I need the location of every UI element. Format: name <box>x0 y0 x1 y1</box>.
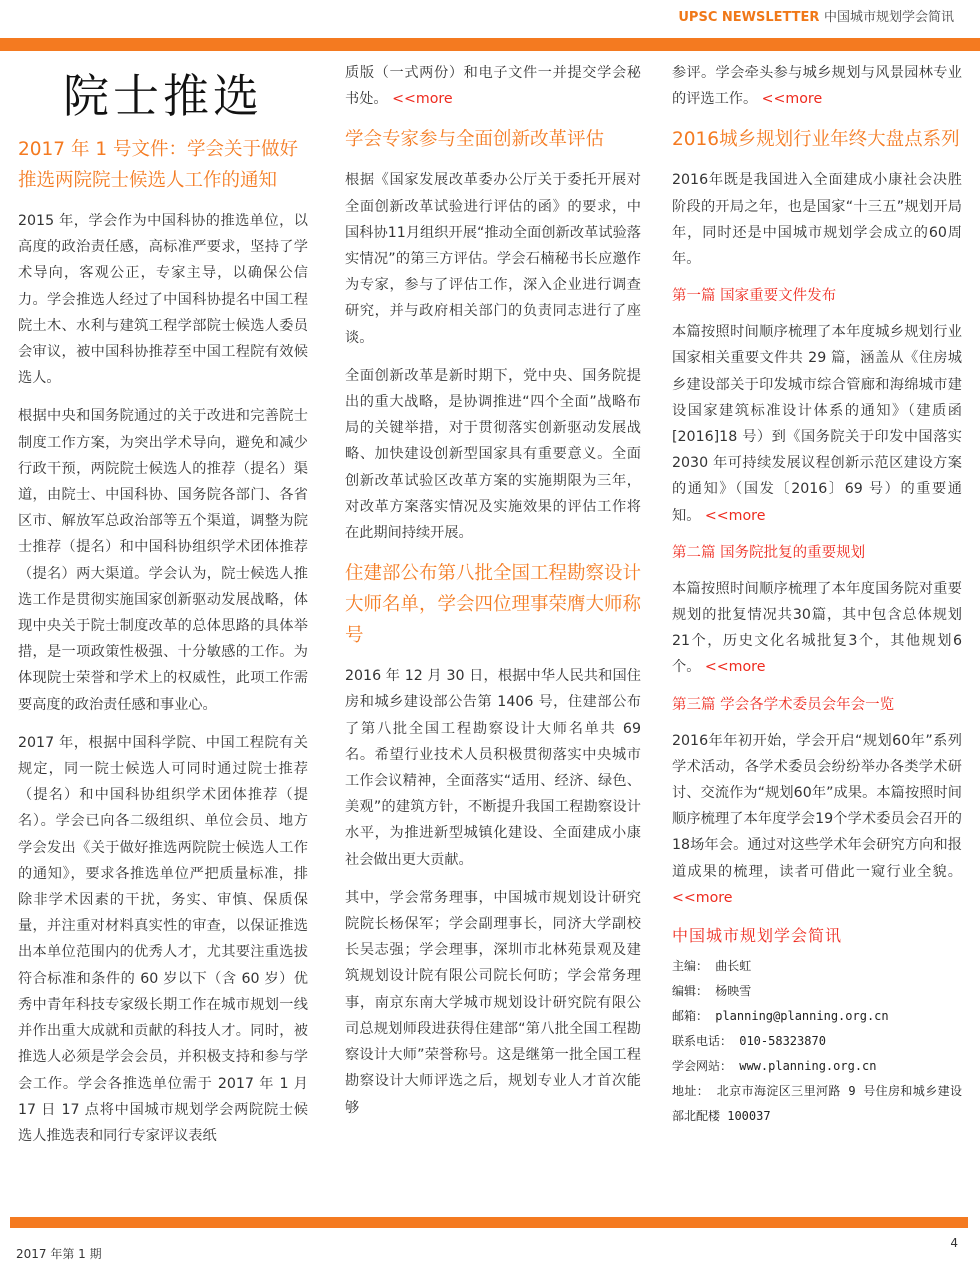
masthead-website[interactable]: 学会网站： www.planning.org.cn <box>672 1059 877 1074</box>
newsletter-name: 中国城市规划学会简讯 <box>823 10 954 25</box>
paragraph: 2015 年，学会作为中国科协的推选单位，以高度的政治责任感，高标准严要求，坚持了学术导向，客观公正，专家主导，以确保公信力。学会推选人经过了中国科协提名中国工程院土木、水利与建筑工程学部院士候选人委员会审议，被中国科协推荐至中国工程院有效候选人。 <box>18 213 308 387</box>
more-link[interactable]: <<more <box>704 659 766 676</box>
masthead-title: 中国城市规划学会简讯 <box>672 926 843 946</box>
masthead-address: 地址： 北京市海淀区三里河路 9 号住房和城乡建设部北配楼 100037 <box>672 1084 962 1124</box>
article-title: 学会专家参与全面创新改革评估 <box>345 129 605 151</box>
masthead-phone: 联系电话： 010-58323870 <box>672 1034 826 1049</box>
header <box>678 6 954 25</box>
part-heading: 第一篇 国家重要文件发布 <box>672 288 837 305</box>
part-paragraph <box>672 576 962 681</box>
section-title: 院士推选 <box>63 69 263 123</box>
paragraph: 2017 年，根据中国科学院、中国工程院有关规定，同一院士候选人可同时通过院士推荐（提名）和中国科协组织学术团体推荐（提名）。学会已向各二级组织、单位会员、地方学会发出《关于做好推选两院院士候选人工作的通知》，要求各推选单位严把质量标准，排除非学术因素的干扰，务实、审慎、保质保量，并注重对材料真实性的审查，以保证推选出本单位范围内的优秀人才，尤其要注重选拔符合标准和条件的 60 岁以下（含 60 岁）优秀中青年科技专家级长期工作在城市规划一线并作出重大成就和贡献的科技人才。同时，被推选人必须是学会会员，并积极支持和参与学会工作。学会各推选单位需于 2017 年 1 月 17 日 17 点将中国城市规划学会两院院士候选人推选表和同行专家评议表纸 <box>18 734 308 1144</box>
masthead-editor-in-chief: 主编： 曲长虹 <box>672 959 752 974</box>
page-number: 4 <box>950 1236 958 1250</box>
continued-paragraph <box>345 60 641 112</box>
masthead-editor: 编辑： 杨映雪 <box>672 984 752 999</box>
part-paragraph <box>672 319 962 529</box>
column-3 <box>672 60 962 1129</box>
top-orange-bar <box>0 38 980 51</box>
bottom-orange-bar <box>10 1217 968 1228</box>
paragraph-text: 参评。学会牵头参与城乡规划与风景园林专业的评选工作。 <box>672 65 962 108</box>
part-heading: 第三篇 学会各学术委员会年会一览 <box>672 696 895 713</box>
more-link[interactable]: <<more <box>704 507 766 524</box>
article-title: 2016城乡规划行业年终大盘点系列 <box>672 129 960 151</box>
column-2 <box>345 60 641 1133</box>
continued-paragraph <box>672 60 962 112</box>
masthead-email[interactable]: 邮箱： planning@planning.org.cn <box>672 1009 889 1024</box>
paragraph: 其中，学会常务理事，中国城市规划设计研究院院长杨保军；学会副理事长，同济大学副校长吴志强；学会理事，深圳市北林苑景观及建筑规划设计院有限公司院长何昉；学会常务理事，南京东南大学城市规划设计研究院有限公司总规划师段进获得住建部“第八批全国工程勘察设计大师”荣誉称号。这是继第一批全国工程勘察设计大师评选之后，规划专业人才首次能够 <box>345 889 641 1116</box>
paragraph: 2016 年 12 月 30 日，根据中华人民共和国住房和城乡建设部公告第 1406 号，住建部公布了第八批全国工程勘察设计大师名单共 69 名。希望行业技术人员积极贯彻落实中央城市工作会议精神，全面落实“适用、经济、绿色、美观”的建筑方针，不断提升我国工程勘察设计水平，为推进新型城镇化建设、全面建成小康社会做出更大贡献。 <box>345 668 641 868</box>
more-link[interactable]: <<more <box>392 91 453 108</box>
paragraph: 根据《国家发展改革委办公厅关于委托开展对全面创新改革试验进行评估的函》的要求，中国科协11月组织开展“推动全面创新改革试验落实情况”的第三方评估。学会石楠秘书长应邀作为专家，参与了评估工作，深入企业进行调查研究，并与政府相关部门的负责同志进行了座谈。 <box>345 172 641 346</box>
more-link[interactable]: <<more <box>672 889 733 906</box>
article-title: 住建部公布第八批全国工程勘察设计大师名单，学会四位理事荣膺大师称号 <box>345 563 642 647</box>
paragraph: 全面创新改革是新时期下，党中央、国务院提出的重大战略，是协调推进“四个全面”战略布局的关键举措，对于贯彻落实创新驱动发展战略、加快建设创新型国家具有重要意义。全面创新改革试验区改革方案的实施期限为三年，对改革方案落实情况及实施效果的评估工作将在此期间持续开展。 <box>345 367 641 542</box>
column-1 <box>18 60 308 1161</box>
paragraph-text: 2016年年初开始，学会开启“规划60年”系列学术活动，各学术委员会纷纷举办各类学术研讨、交流作为“规划60年”成果。本篇按照时间顺序梳理了本年度学会19个学术委员会召开的18场年会。通过对这些学术年会研究方向和报道成果的梳理，读者可借此一窥行业全貌。 <box>672 732 962 880</box>
paragraph-text: 本篇按照时间顺序梳理了本年度国务院对重要规划的批复情况共30篇，其中包含总体规划21个，历史文化名城批复3个，其他规划6个。 <box>672 580 962 676</box>
paragraph: 2016年既是我国进入全面建成小康社会决胜阶段的开局之年，也是国家“十三五”规划开局年，同时还是中国城市规划学会成立的60周年。 <box>672 172 962 268</box>
part-heading: 第二篇 国务院批复的重要规划 <box>672 544 866 561</box>
paragraph: 根据中央和国务院通过的关于改进和完善院士制度工作方案，为突出学术导向，避免和减少行政干预，两院院士候选人的推荐（提名）渠道，由院士、中国科协、国务院各部门、各省区市、解放军总政治部等五个渠道，调整为院士推荐（提名）和中国科协组织学术团体推荐（提名）两大渠道。学会认为，院士候选人推选工作是贯彻实施国家创新驱动发展战略，体现中央关于院士制度改革的总体思路的具体举措，是一项政策性极强、十分敏感的工作。为体现院士荣誉和学术上的权威性，此项工作需要高度的政治责任感和事业心。 <box>18 408 308 713</box>
part-paragraph <box>672 728 962 911</box>
paragraph-text: 本篇按照时间顺序梳理了本年度城乡规划行业国家相关重要文件共 29 篇，涵盖从《住房城乡建设部关于印发城市综合管廊和海绵城市建设国家建筑标准设计体系的通知》（建质函[2016]18 号）到《国务院关于印发中国落实 2030 年可持续发展议程创新示范区建设方案的通知》（国发〔2016〕69 号）的重要通知。 <box>672 324 962 524</box>
paragraph-text: 质版（一式两份）和电子文件一并提交学会秘书处。 <box>345 65 641 108</box>
more-link[interactable]: <<more <box>761 91 823 108</box>
issue-label: 2017 年第 1 期 <box>16 1247 102 1261</box>
newsletter-brand: UPSC NEWSLETTER <box>678 10 820 25</box>
article-title: 2017 年 1 号文件：学会关于做好推选两院院士候选人工作的通知 <box>18 139 298 191</box>
